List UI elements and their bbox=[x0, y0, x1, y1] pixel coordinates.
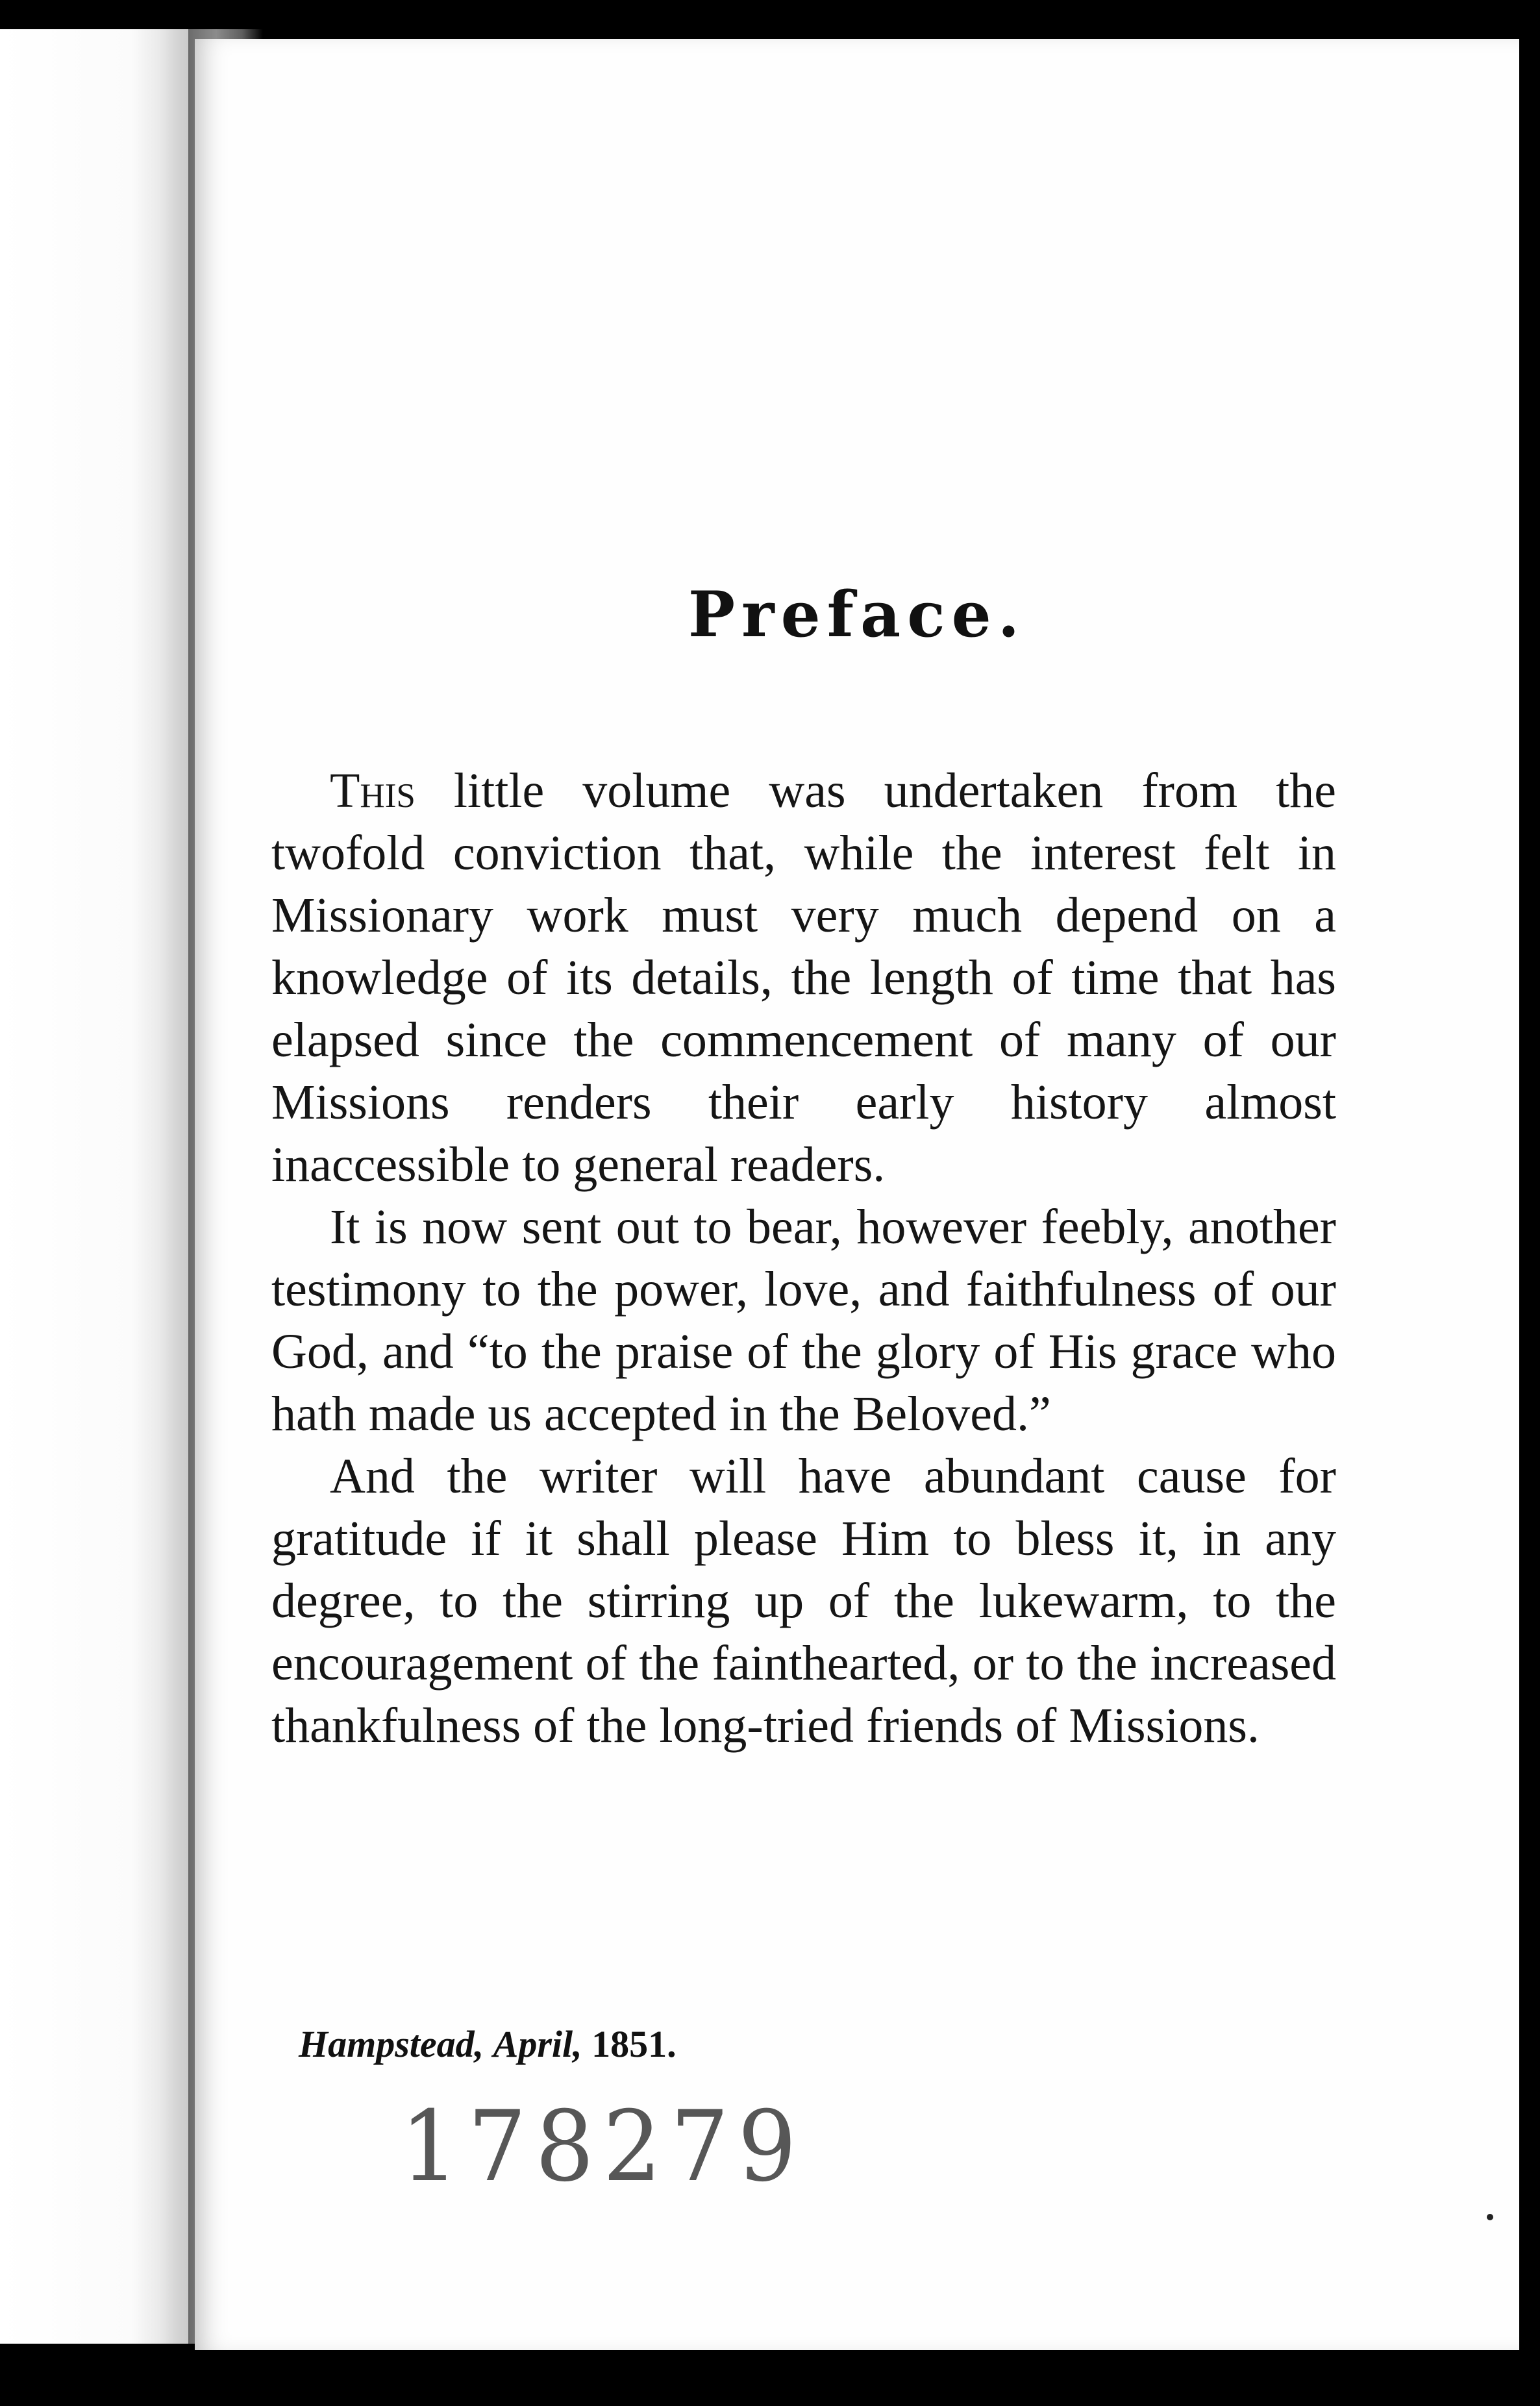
dateline-month: April, bbox=[493, 2023, 582, 2065]
paragraph-3: And the writer will have abundant cause for gratitude if it shall please Him to bless it, in any degree, to the stirring up of the lukewarm, to the encouragement of the fainthearted, or to the increased thankfulness of the long-tried friends of Missions. bbox=[271, 1449, 1336, 1753]
page-heading: Preface. bbox=[688, 578, 1026, 651]
library-stamp-number: 178279 bbox=[400, 2090, 806, 2203]
dateline bbox=[299, 2022, 677, 2066]
dateline-place: Hampstead, bbox=[299, 2023, 484, 2065]
book-page bbox=[195, 39, 1519, 2350]
paragraph-1-lead: This bbox=[330, 763, 416, 818]
dateline-year: 1851. bbox=[591, 2023, 677, 2065]
paragraph-2: It is now sent out to bear, however feebly, another testimony to the power, love, and faithfulness of our God, and “to the praise of the glory of His grace who hath made us accepted in the Beloved.” bbox=[271, 1200, 1336, 1441]
preface-body bbox=[271, 760, 1336, 1757]
page-speck bbox=[1487, 2214, 1493, 2220]
paragraph-1 bbox=[271, 760, 1336, 1196]
paragraph-1-text: little volume was undertaken from the twofold conviction that, while the interest felt in Missionary work must very much depend on a knowledge of its details, the length of time that has elapsed since the commencement of many of our Missions renders their early history almost inaccessible to general readers. bbox=[271, 763, 1336, 1192]
